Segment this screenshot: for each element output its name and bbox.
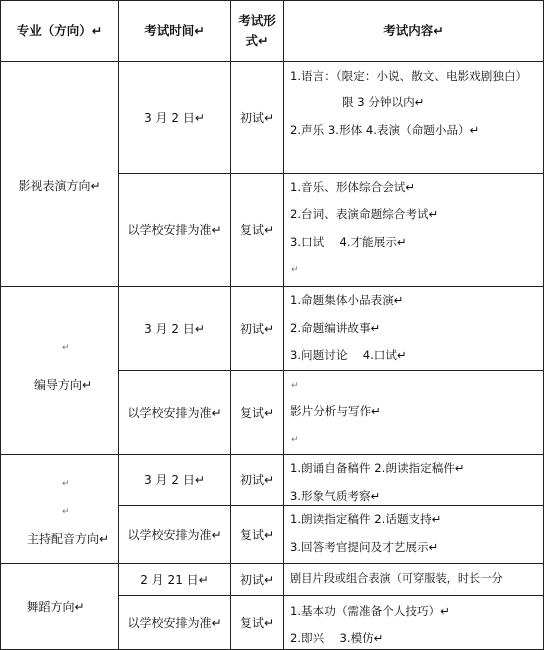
header-major-label: 专业（方向）↵ [16, 23, 103, 38]
content-line: 2.即兴 3.模仿↵ [290, 631, 384, 645]
exam-time: 以学校安排为准↵ [127, 527, 222, 542]
content-line: 1.命题集体小品表演↵ [290, 293, 404, 307]
major-cell [1, 287, 118, 454]
header-format [231, 1, 283, 61]
major-label: 主持配音方向↵ [27, 532, 110, 546]
exam-format: 初试↵ [239, 321, 275, 336]
format-cell [231, 564, 283, 595]
exam-time: 以学校安排为准↵ [127, 615, 222, 630]
major-cell [1, 62, 118, 286]
exam-format: 初试↵ [239, 473, 275, 487]
major-label: 影视表演方向↵ [18, 179, 101, 193]
header-content [284, 1, 543, 61]
content-line: 剧目片段或组合表演（可穿服装，时长一分 [290, 572, 503, 585]
format-cell [231, 506, 283, 563]
content-line: 限 3 分钟以内↵ [342, 95, 425, 109]
exam-time: 以学校安排为准↵ [127, 405, 222, 420]
content-cell [284, 174, 543, 286]
exam-format: 复试↵ [239, 615, 275, 630]
content-line: 1.基本功（需准备个人技巧）↵ [290, 604, 450, 618]
content-cell [284, 506, 543, 563]
paragraph-mark: ↵ [62, 479, 70, 489]
exam-format: 复试↵ [239, 223, 275, 237]
paragraph-mark: ↵ [291, 381, 299, 391]
major-label: 编导方向↵ [34, 378, 93, 392]
content-cell [284, 596, 543, 649]
format-cell [231, 174, 283, 286]
content-line: 3.口试 4.才能展示↵ [290, 235, 407, 249]
time-cell [119, 596, 230, 649]
time-cell [119, 371, 230, 454]
content-line: 1.朗读指定稿件 2.话题支持↵ [290, 512, 442, 526]
content-line: 影片分析与写作↵ [290, 404, 381, 418]
exam-format: 初试↵ [239, 572, 275, 587]
content-line: 1.朗诵自备稿件 2.朗读指定稿件↵ [290, 461, 465, 475]
content-line: 1.音乐、形体综合会试↵ [290, 180, 416, 194]
format-cell [231, 596, 283, 649]
time-cell [119, 506, 230, 563]
exam-format: 复试↵ [239, 527, 275, 542]
paragraph-mark: ↵ [291, 265, 299, 275]
content-cell [284, 287, 543, 370]
header-format-line1: 考试形 [238, 13, 276, 28]
time-cell [119, 564, 230, 595]
time-cell [119, 455, 230, 505]
exam-time: 3 月 2 日↵ [144, 473, 205, 487]
exam-time: 2 月 21 日↵ [140, 572, 209, 587]
major-cell [1, 455, 118, 563]
exam-time: 以学校安排为准↵ [127, 223, 222, 237]
format-cell [231, 62, 283, 173]
time-cell [119, 174, 230, 286]
paragraph-mark: ↵ [62, 343, 70, 353]
major-label: 舞蹈方向↵ [26, 599, 85, 614]
content-line: 2.台词、表演命题综合考试↵ [290, 207, 439, 221]
content-line: 2.声乐 3.形体 4.表演（命题小品）↵ [290, 123, 480, 137]
content-line: 1.语言：（限定：小说、散文、电影戏剧独白） [290, 69, 528, 83]
content-cell [284, 455, 543, 505]
exam-time: 3 月 2 日↵ [144, 110, 205, 125]
exam-format: 复试↵ [239, 405, 275, 420]
content-line: 3.回答考官提问及才艺展示↵ [290, 540, 439, 554]
header-format-line2: 式↵ [245, 33, 269, 48]
format-cell [231, 371, 283, 454]
major-cell [1, 564, 118, 649]
time-cell [119, 62, 230, 173]
content-line: 3.形象气质考察↵ [290, 489, 381, 503]
content-cell [284, 371, 543, 454]
header-content-label: 考试内容↵ [383, 23, 444, 38]
format-cell [231, 455, 283, 505]
header-time-label: 考试时间↵ [144, 23, 205, 38]
paragraph-mark: ↵ [291, 435, 299, 445]
content-cell [284, 62, 543, 173]
content-cell [284, 564, 543, 595]
header-time [119, 1, 230, 61]
paragraph-mark: ↵ [62, 507, 70, 517]
format-cell [231, 287, 283, 370]
content-line: 3.问题讨论 4.口试↵ [290, 348, 407, 362]
exam-time: 3 月 2 日↵ [144, 321, 205, 336]
header-major [1, 1, 118, 61]
exam-format: 初试↵ [239, 110, 275, 125]
time-cell [119, 287, 230, 370]
content-line: 2.命题编讲故事↵ [290, 321, 381, 335]
